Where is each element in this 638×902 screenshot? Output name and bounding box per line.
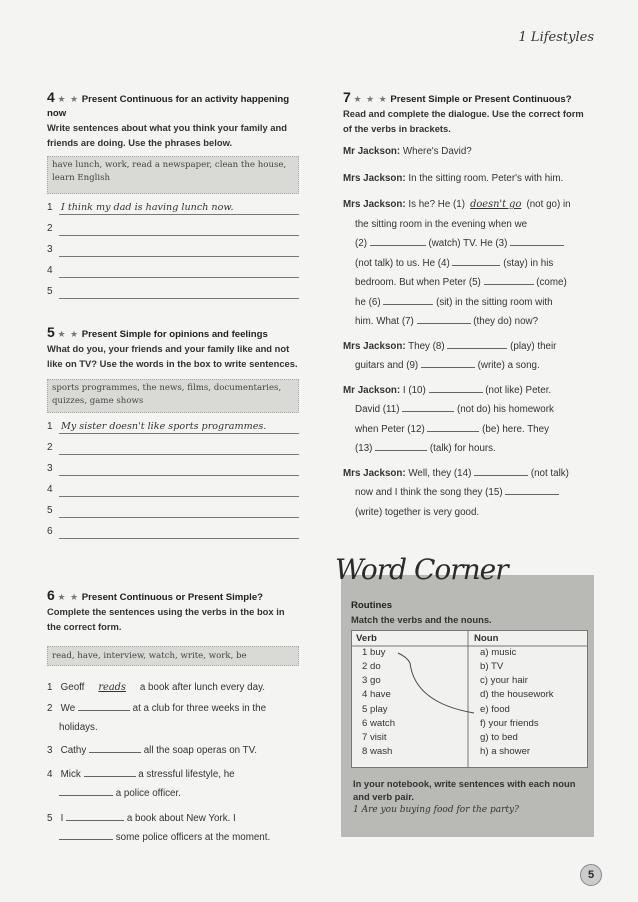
noun-item[interactable]: a) music xyxy=(480,646,517,658)
dialogue-text: (not like) Peter. xyxy=(485,384,552,396)
dialogue-line xyxy=(343,195,593,332)
speaker: Mrs Jackson: xyxy=(343,467,406,479)
column-header: Verb xyxy=(356,632,377,644)
answer-line[interactable] xyxy=(47,223,299,244)
item-number: 5 xyxy=(47,505,53,516)
dialogue-text: (they do) now? xyxy=(473,316,539,327)
writing-line[interactable] xyxy=(59,517,299,518)
answer-blank[interactable] xyxy=(78,700,130,711)
exercise-5-heading xyxy=(47,325,299,342)
word-corner-instruction: Match the verbs and the nouns. xyxy=(351,614,492,625)
noun-item[interactable]: c) your hair xyxy=(480,675,528,687)
exercise-number: 4 xyxy=(47,89,55,105)
answer-blank[interactable] xyxy=(452,255,500,266)
answer-blank[interactable] xyxy=(402,401,454,412)
verb-item[interactable]: 4 have xyxy=(362,689,391,701)
answer-blank[interactable] xyxy=(505,484,559,495)
dialogue-text: (not do) his homework xyxy=(456,404,554,415)
writing-line[interactable] xyxy=(59,277,299,278)
sentence-text: We xyxy=(60,703,76,714)
verb-item[interactable]: 1 buy xyxy=(362,646,386,658)
sentence-5 xyxy=(47,809,299,847)
exercise-instruction: Read and complete the dialogue. Use the correct form of the verbs in brackets. xyxy=(343,108,584,134)
writing-line[interactable] xyxy=(59,214,299,215)
dialogue-text: (13) xyxy=(355,443,373,454)
difficulty-stars: ★ ★ xyxy=(57,592,80,602)
dialogue-text: (write) together is very good. xyxy=(355,506,480,518)
sentence-text: Mick xyxy=(60,769,81,780)
exercise-instruction: Write sentences about what you think your family and friends are doing. Use the phrases below. xyxy=(47,122,287,148)
match-table xyxy=(351,630,588,768)
sentence-text: all the soap operas on TV. xyxy=(143,745,257,756)
dialogue-text: (write) a song. xyxy=(477,360,540,371)
dialogue-line xyxy=(343,464,593,523)
answer-blank[interactable] xyxy=(447,338,507,349)
dialogue-text: In the sitting room. Peter's with him. xyxy=(408,172,564,184)
example-answer: doesn't go xyxy=(470,199,522,210)
dialogue-text: (be) here. They xyxy=(482,423,549,435)
writing-line[interactable] xyxy=(59,298,299,299)
dialogue-text: (stay) in his xyxy=(503,257,554,269)
exercise-4-heading xyxy=(47,90,299,121)
exercise-instruction: Complete the sentences using the verbs in the box in the correct form. xyxy=(47,606,285,632)
verb-item[interactable]: 6 watch xyxy=(362,717,396,729)
column-header: Noun xyxy=(474,632,499,644)
exercise-instruction: What do you, your friends and your family like and not like on TV? Use the words in the box to write sentences. xyxy=(47,343,298,369)
answer-line[interactable] xyxy=(47,265,299,286)
example-answer: My sister doesn't like sports programmes. xyxy=(61,421,267,432)
dialogue-text: Well, they (14) xyxy=(408,467,472,479)
verb-item[interactable]: 7 visit xyxy=(362,731,387,743)
answer-line[interactable] xyxy=(47,244,299,265)
unit-title: 1 Lifestyles xyxy=(518,30,594,45)
example-answer: reads xyxy=(98,682,126,693)
sentence-text: I xyxy=(60,813,64,824)
answer-blank[interactable] xyxy=(66,810,124,821)
difficulty-stars: ★ ★ ★ xyxy=(353,94,388,104)
dialogue-text: now and I think the song they (15) xyxy=(355,487,503,498)
word-corner-title: Word Corner xyxy=(335,553,508,586)
phrase-box: have lunch, work, read a newspaper, clean the house, learn English xyxy=(47,156,299,194)
item-number: 1 xyxy=(47,682,53,693)
exercise-6-heading xyxy=(47,588,299,605)
item-number: 3 xyxy=(47,745,53,756)
exercise-5 xyxy=(47,325,299,547)
word-corner-task: In your notebook, write sentences with each noun and verb pair. xyxy=(353,778,576,802)
answer-blank[interactable] xyxy=(427,421,479,432)
dialogue-text: (play) their xyxy=(510,340,557,352)
answer-blank[interactable] xyxy=(510,235,564,246)
item-number: 2 xyxy=(47,703,53,714)
word-corner-subtitle: Routines xyxy=(351,600,393,611)
noun-item[interactable]: d) the housework xyxy=(480,689,554,701)
exercise-7 xyxy=(343,90,593,522)
sentence-1 xyxy=(47,678,299,697)
sentence-text: some police officers at the moment. xyxy=(115,832,271,843)
writing-line[interactable] xyxy=(59,256,299,257)
example-answer: I think my dad is having lunch now. xyxy=(61,202,234,213)
speaker: Mrs Jackson: xyxy=(343,172,406,184)
exercise-4 xyxy=(47,90,299,307)
item-number: 4 xyxy=(47,484,53,495)
answer-line[interactable] xyxy=(47,202,299,223)
answer-blank[interactable] xyxy=(59,829,113,840)
item-number: 6 xyxy=(47,526,53,537)
answer-blank[interactable] xyxy=(417,313,471,324)
noun-item[interactable]: g) to bed xyxy=(480,731,518,743)
difficulty-stars: ★ ★ xyxy=(57,329,80,339)
exercise-number: 7 xyxy=(343,89,351,105)
answer-blank[interactable] xyxy=(474,465,528,476)
dialogue-text: (not go) in xyxy=(526,199,571,210)
verb-item[interactable]: 3 go xyxy=(362,675,381,687)
writing-line[interactable] xyxy=(59,496,299,497)
item-number: 2 xyxy=(47,442,53,453)
verb-column xyxy=(352,631,468,759)
dialogue-text: (2) xyxy=(355,238,367,249)
dialogue-text: Is he? He (1) xyxy=(408,199,465,210)
sentence-3 xyxy=(47,741,299,760)
answer-blank[interactable] xyxy=(375,440,427,451)
dialogue-text: (not talk) to us. He (4) xyxy=(355,257,450,269)
item-number: 5 xyxy=(47,813,53,824)
dialogue-text: he (6) xyxy=(355,296,381,308)
exercise-title: Present Simple or Present Continuous? xyxy=(390,94,572,105)
word-corner-example: 1 Are you buying food for the party? xyxy=(353,805,519,815)
dialogue-line xyxy=(343,381,593,459)
item-number: 4 xyxy=(47,769,53,780)
word-box: sports programmes, the news, films, documentaries, quizzes, game shows xyxy=(47,379,299,413)
item-number: 3 xyxy=(47,244,53,255)
answer-lines xyxy=(47,202,299,307)
sentence-text: a book after lunch every day. xyxy=(139,682,265,693)
sentence-text: Geoff xyxy=(60,682,85,693)
writing-line[interactable] xyxy=(59,433,299,434)
writing-line[interactable] xyxy=(59,235,299,236)
item-number: 2 xyxy=(47,223,53,234)
noun-item[interactable]: b) TV xyxy=(480,660,504,672)
speaker: Mr Jackson: xyxy=(343,146,401,157)
answer-line[interactable] xyxy=(47,526,299,547)
answer-line[interactable] xyxy=(47,484,299,505)
writing-line[interactable] xyxy=(59,538,299,539)
item-number: 5 xyxy=(47,286,53,297)
dialogue-text: (sit) in the sitting room with xyxy=(436,296,553,308)
item-number: 1 xyxy=(47,421,53,432)
verb-box: read, have, interview, watch, write, work, be xyxy=(47,646,299,666)
sentence-text: a police officer. xyxy=(115,788,181,799)
speaker: Mr Jackson: xyxy=(343,384,401,396)
difficulty-stars: ★ ★ xyxy=(57,94,80,104)
exercise-number: 6 xyxy=(47,587,55,603)
sentence-text: Cathy xyxy=(60,745,87,756)
dialogue-text: when Peter (12) xyxy=(355,423,425,435)
noun-column xyxy=(470,631,586,759)
exercise-7-heading xyxy=(343,90,593,107)
dialogue-text: (talk) for hours. xyxy=(429,443,496,454)
dialogue-line xyxy=(343,337,593,376)
sentence-text: holidays. xyxy=(59,722,98,733)
answer-blank[interactable] xyxy=(89,742,141,753)
answer-blank[interactable] xyxy=(429,382,483,393)
writing-line[interactable] xyxy=(59,475,299,476)
answer-line[interactable] xyxy=(47,505,299,526)
writing-line[interactable] xyxy=(59,454,299,455)
verb-item[interactable]: 2 do xyxy=(362,660,381,672)
item-number: 1 xyxy=(47,202,53,213)
dialogue-line xyxy=(343,142,593,162)
answer-line[interactable] xyxy=(47,421,299,442)
dialogue-text: him. What (7) xyxy=(355,316,414,327)
speaker: Mrs Jackson: xyxy=(343,199,406,210)
dialogue-line xyxy=(343,169,593,189)
dialogue-text: the sitting room in the evening when we xyxy=(355,218,528,230)
sentence-4 xyxy=(47,765,299,803)
noun-item[interactable]: h) a shower xyxy=(480,746,531,758)
answer-blank[interactable] xyxy=(383,294,433,305)
answer-line[interactable] xyxy=(47,442,299,463)
sentence-text: a book about New York. I xyxy=(126,813,236,824)
answer-blank[interactable] xyxy=(484,274,534,285)
dialogue-text: (come) xyxy=(536,277,567,288)
sentence-text: at a club for three weeks in the xyxy=(132,703,267,714)
page-number: 5 xyxy=(580,864,602,886)
verb-item[interactable]: 8 wash xyxy=(362,746,393,758)
answer-line[interactable] xyxy=(47,463,299,484)
answer-blank[interactable] xyxy=(370,235,426,246)
sentence-2 xyxy=(47,699,299,737)
answer-blank[interactable] xyxy=(421,357,475,368)
sentence-text: a stressful lifestyle, he xyxy=(138,769,235,780)
dialogue-text: (watch) TV. He (3) xyxy=(428,238,508,249)
dialogue-text: They (8) xyxy=(408,340,445,352)
noun-item[interactable]: e) food xyxy=(480,703,510,715)
dialogue-text: bedroom. But when Peter (5) xyxy=(355,277,481,288)
dialogue-text: Where's David? xyxy=(402,146,472,157)
exercise-title: Present Continuous for an activity happening now xyxy=(47,94,290,119)
noun-item[interactable]: f) your friends xyxy=(480,717,539,729)
item-number: 3 xyxy=(47,463,53,474)
item-number: 4 xyxy=(47,265,53,276)
exercise-6 xyxy=(47,588,299,847)
answer-blank[interactable] xyxy=(84,766,136,777)
speaker: Mrs Jackson: xyxy=(343,340,406,352)
verb-item[interactable]: 5 play xyxy=(362,703,388,715)
exercise-title: Present Simple for opinions and feelings xyxy=(81,329,268,340)
dialogue-text: I (10) xyxy=(402,384,426,396)
answer-blank[interactable] xyxy=(59,785,113,796)
word-corner xyxy=(335,553,596,840)
exercise-title: Present Continuous or Present Simple? xyxy=(81,592,264,603)
exercise-number: 5 xyxy=(47,324,55,340)
answer-line[interactable] xyxy=(47,286,299,307)
answer-lines xyxy=(47,421,299,547)
dialogue-text: David (11) xyxy=(355,404,400,415)
dialogue-text: (not talk) xyxy=(530,467,569,479)
dialogue-text: guitars and (9) xyxy=(355,360,419,371)
